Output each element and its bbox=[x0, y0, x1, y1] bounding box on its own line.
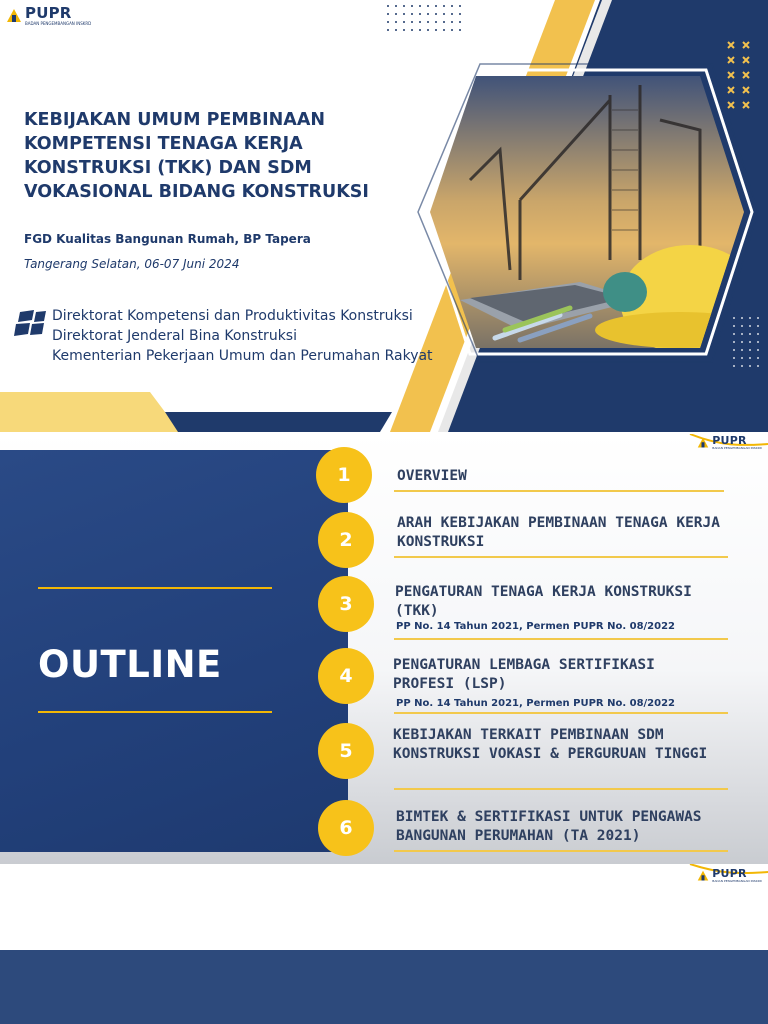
item-subtitle: PP No. 14 Tahun 2021, Permen PUPR No. 08/2022 bbox=[396, 698, 676, 709]
divider-line bbox=[38, 587, 272, 589]
org-line-directorate: Direktorat Kompetensi dan Produktivitas Konstruksi bbox=[52, 308, 413, 324]
item-number-badge: 6 bbox=[318, 800, 374, 856]
pupr-logo-text: PUPR bbox=[25, 4, 72, 22]
ministry-emblem-icon bbox=[14, 310, 46, 340]
item-underline bbox=[394, 638, 728, 640]
item-number-badge: 5 bbox=[318, 723, 374, 779]
item-title: PENGATURAN TENAGA KERJA KONSTRUKSI (TKK) bbox=[395, 584, 692, 619]
item-number-badge: 4 bbox=[318, 648, 374, 704]
outline-heading: OUTLINE bbox=[38, 643, 222, 686]
slide-title-heading: KEBIJAKAN UMUM PEMBINAAN KOMPETENSI TENAGA KERJA KONSTRUKSI (TKK) DAN SDM VOKASIONAL BIDANG KONSTRUKSI bbox=[24, 110, 369, 202]
event-date: Tangerang Selatan, 06-07 Juni 2024 bbox=[24, 257, 240, 271]
org-line-ministry: Kementerian Pekerjaan Umum dan Perumahan Rakyat bbox=[52, 348, 433, 364]
pupr-logo-text: PUPR bbox=[712, 867, 747, 880]
slide-background-graphic bbox=[0, 0, 768, 432]
item-number-badge: 2 bbox=[318, 512, 374, 568]
organization-block bbox=[52, 306, 433, 366]
pupr-logo bbox=[697, 868, 762, 883]
outline-panel bbox=[0, 450, 348, 852]
slide-next-preview bbox=[0, 864, 768, 1024]
item-subtitle: PP No. 14 Tahun 2021, Permen PUPR No. 08/2022 bbox=[396, 621, 676, 632]
slide-top-border bbox=[0, 434, 768, 448]
pupr-logo bbox=[6, 6, 91, 26]
pupr-logo-tagline: BADAN PENGEMBANGAN INSKRD bbox=[712, 879, 762, 883]
item-underline bbox=[394, 712, 728, 714]
item-underline bbox=[394, 850, 728, 852]
divider-line bbox=[38, 711, 272, 713]
item-title: KEBIJAKAN TERKAIT PEMBINAAN SDM KONSTRUKSI VOKASI & PERGURUAN TINGGI bbox=[393, 727, 708, 762]
event-name: FGD Kualitas Bangunan Rumah, BP Tapera bbox=[24, 232, 311, 246]
item-number-badge: 3 bbox=[318, 576, 374, 632]
slide-outline bbox=[0, 432, 768, 864]
org-line-dirjen: Direktorat Jenderal Bina Konstruksi bbox=[52, 328, 297, 344]
pupr-logo-tagline: BADAN PENGEMBANGAN INSKRD bbox=[25, 21, 92, 26]
pupr-logo-tagline: BADAN PENGEMBANGAN INSKRD bbox=[712, 446, 762, 450]
item-title: OVERVIEW bbox=[397, 468, 467, 484]
item-underline bbox=[394, 788, 728, 790]
pupr-emblem-icon bbox=[6, 8, 22, 24]
pupr-emblem-icon bbox=[697, 870, 709, 882]
item-title: BIMTEK & SERTIFIKASI UNTUK PENGAWAS BANGUNAN PERUMAHAN (TA 2021) bbox=[396, 809, 702, 844]
item-underline bbox=[394, 490, 724, 492]
navy-band bbox=[0, 950, 768, 1024]
item-number-badge: 1 bbox=[316, 447, 372, 503]
pupr-logo bbox=[697, 435, 762, 450]
pupr-emblem-icon bbox=[697, 437, 709, 449]
item-underline bbox=[394, 556, 728, 558]
item-title: ARAH KEBIJAKAN PEMBINAAN TENAGA KERJA KONSTRUKSI bbox=[397, 515, 721, 550]
slide-top-border bbox=[0, 864, 768, 878]
item-title: PENGATURAN LEMBAGA SERTIFIKASI PROFESI (LSP) bbox=[393, 657, 655, 692]
pupr-logo-text: PUPR bbox=[712, 434, 747, 447]
slide-title bbox=[0, 0, 768, 432]
